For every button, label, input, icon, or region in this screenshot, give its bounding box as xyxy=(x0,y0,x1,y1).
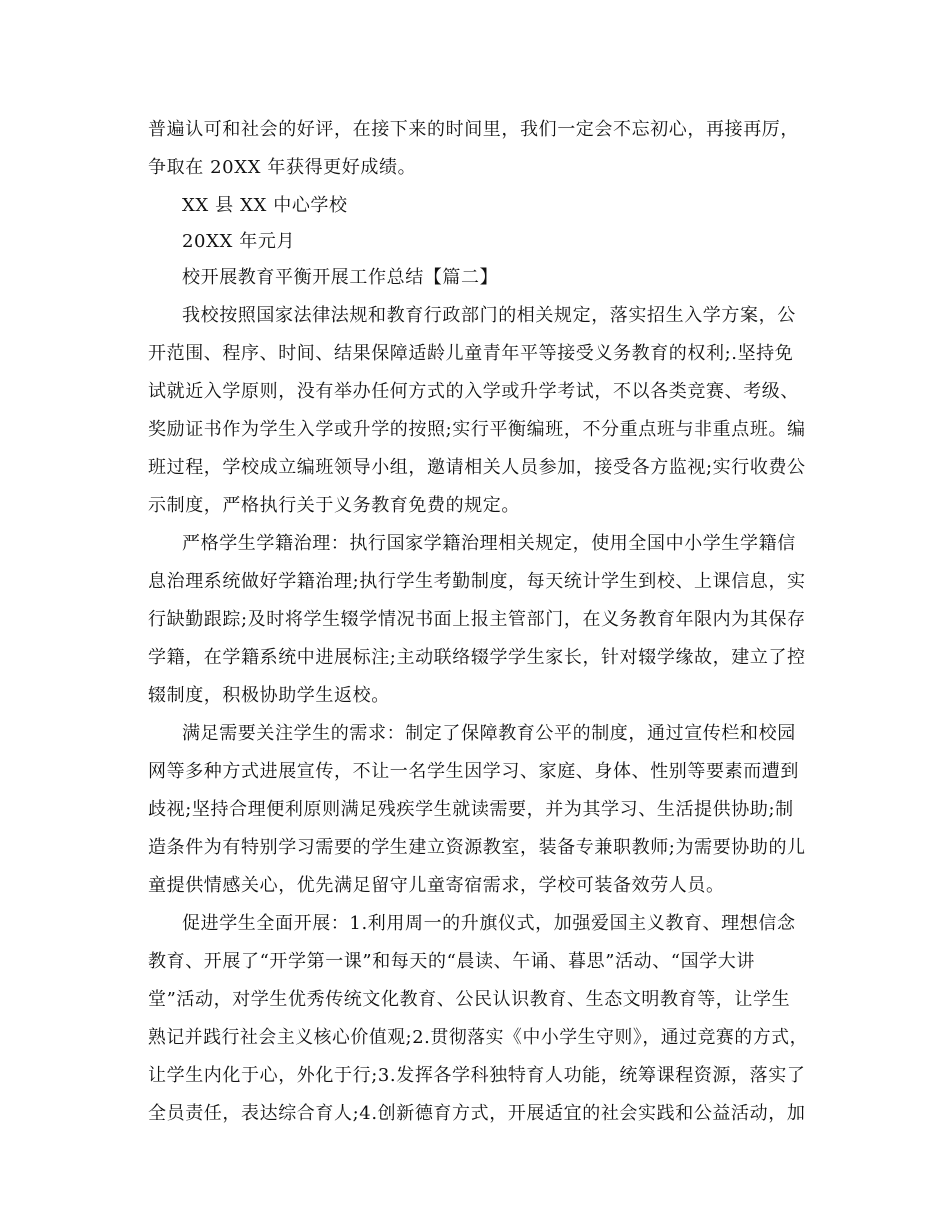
paragraph-line: 促进学生全面开展：1.利用周一的升旗仪式，加强爱国主义教育、理想信念 xyxy=(182,913,796,934)
paragraph-line: 歧视;坚持合理便利原则满足残疾学生就读需要，并为其学习、生活提供协助;制 xyxy=(148,799,794,820)
paragraph-line: 堂”活动，对学生优秀传统文化教育、公民认识教育、生态文明教育等，让学生 xyxy=(148,989,791,1010)
paragraph-line: 熟记并践行社会主义核心价值观;2.贯彻落实《中小学生守则》，通过竞赛的方式， xyxy=(148,1027,809,1048)
paragraph-line: 满足需要关注学生的需求：制定了保障教育公平的制度，通过宣传栏和校园 xyxy=(182,723,796,744)
paragraph-line: 网等多种方式进展宣传，不让一名学生因学习、家庭、身体、性别等要素而遭到 xyxy=(148,761,799,782)
paragraph-line: 让学生内化于心，外化于行;3.发挥各学科独特育人功能，统筹课程资源，落实了 xyxy=(148,1065,806,1086)
paragraph-line: 班过程，学校成立编班领导小组，邀请相关人员参加，接受各方监视;实行收费公 xyxy=(148,457,806,478)
paragraph-line: 奖励证书作为学生入学或升学的按照;实行平衡编班，不分重点班与非重点班。编 xyxy=(148,419,806,440)
paragraph-line: 试就近入学原则，没有举办任何方式的入学或升学考试，不以各类竞赛、考级、 xyxy=(148,381,799,402)
text-line: 普遍认可和社会的好评，在接下来的时间里，我们一定会不忘初心，再接再厉， xyxy=(148,119,799,140)
paragraph-line: 教育、开展了“开学第一课”和每天的“晨读、午诵、暮思”活动、“国学大讲 xyxy=(148,951,756,972)
paragraph-line: 息治理系统做好学籍治理;执行学生考勤制度，每天统计学生到校、上课信息，实 xyxy=(148,571,806,592)
paragraph-line: 学籍，在学籍系统中进展标注;主动联络辍学学生家长，针对辍学缘故，建立了控 xyxy=(148,647,806,668)
paragraph-line: 示制度，严格执行关于义务教育免费的规定。 xyxy=(148,495,520,516)
paragraph-line: 开范围、程序、时间、结果保障适龄儿童青年平等接受义务教育的权利;.坚持免 xyxy=(148,343,794,364)
text-line: 争取在 20XX 年获得更好成绩。 xyxy=(148,157,417,178)
paragraph-line: 童提供情感关心，优先满足留守儿童寄宿需求，学校可装备效劳人员。 xyxy=(148,875,725,896)
paragraph-line: 造条件为有特别学习需要的学生建立资源教室，装备专兼职教师;为需要协助的儿 xyxy=(148,837,806,858)
school-signature: XX 县 XX 中心学校 xyxy=(182,195,348,216)
paragraph-line: 全员责任，表达综合育人;4.创新德育方式，开展适宜的社会实践和公益活动，加 xyxy=(148,1103,806,1124)
paragraph-line: 严格学生学籍治理：执行国家学籍治理相关规定，使用全国中小学生学籍信 xyxy=(182,533,796,554)
paragraph-line: 辍制度，积极协助学生返校。 xyxy=(148,685,390,706)
paragraph-line: 我校按照国家法律法规和教育行政部门的相关规定，落实招生入学方案，公 xyxy=(182,305,796,326)
section-heading: 校开展教育平衡开展工作总结【篇二】 xyxy=(182,267,499,288)
paragraph-line: 行缺勤跟踪;及时将学生辍学情况书面上报主管部门，在义务教育年限内为其保存 xyxy=(148,609,806,630)
date-line: 20XX 年元月 xyxy=(182,231,296,252)
